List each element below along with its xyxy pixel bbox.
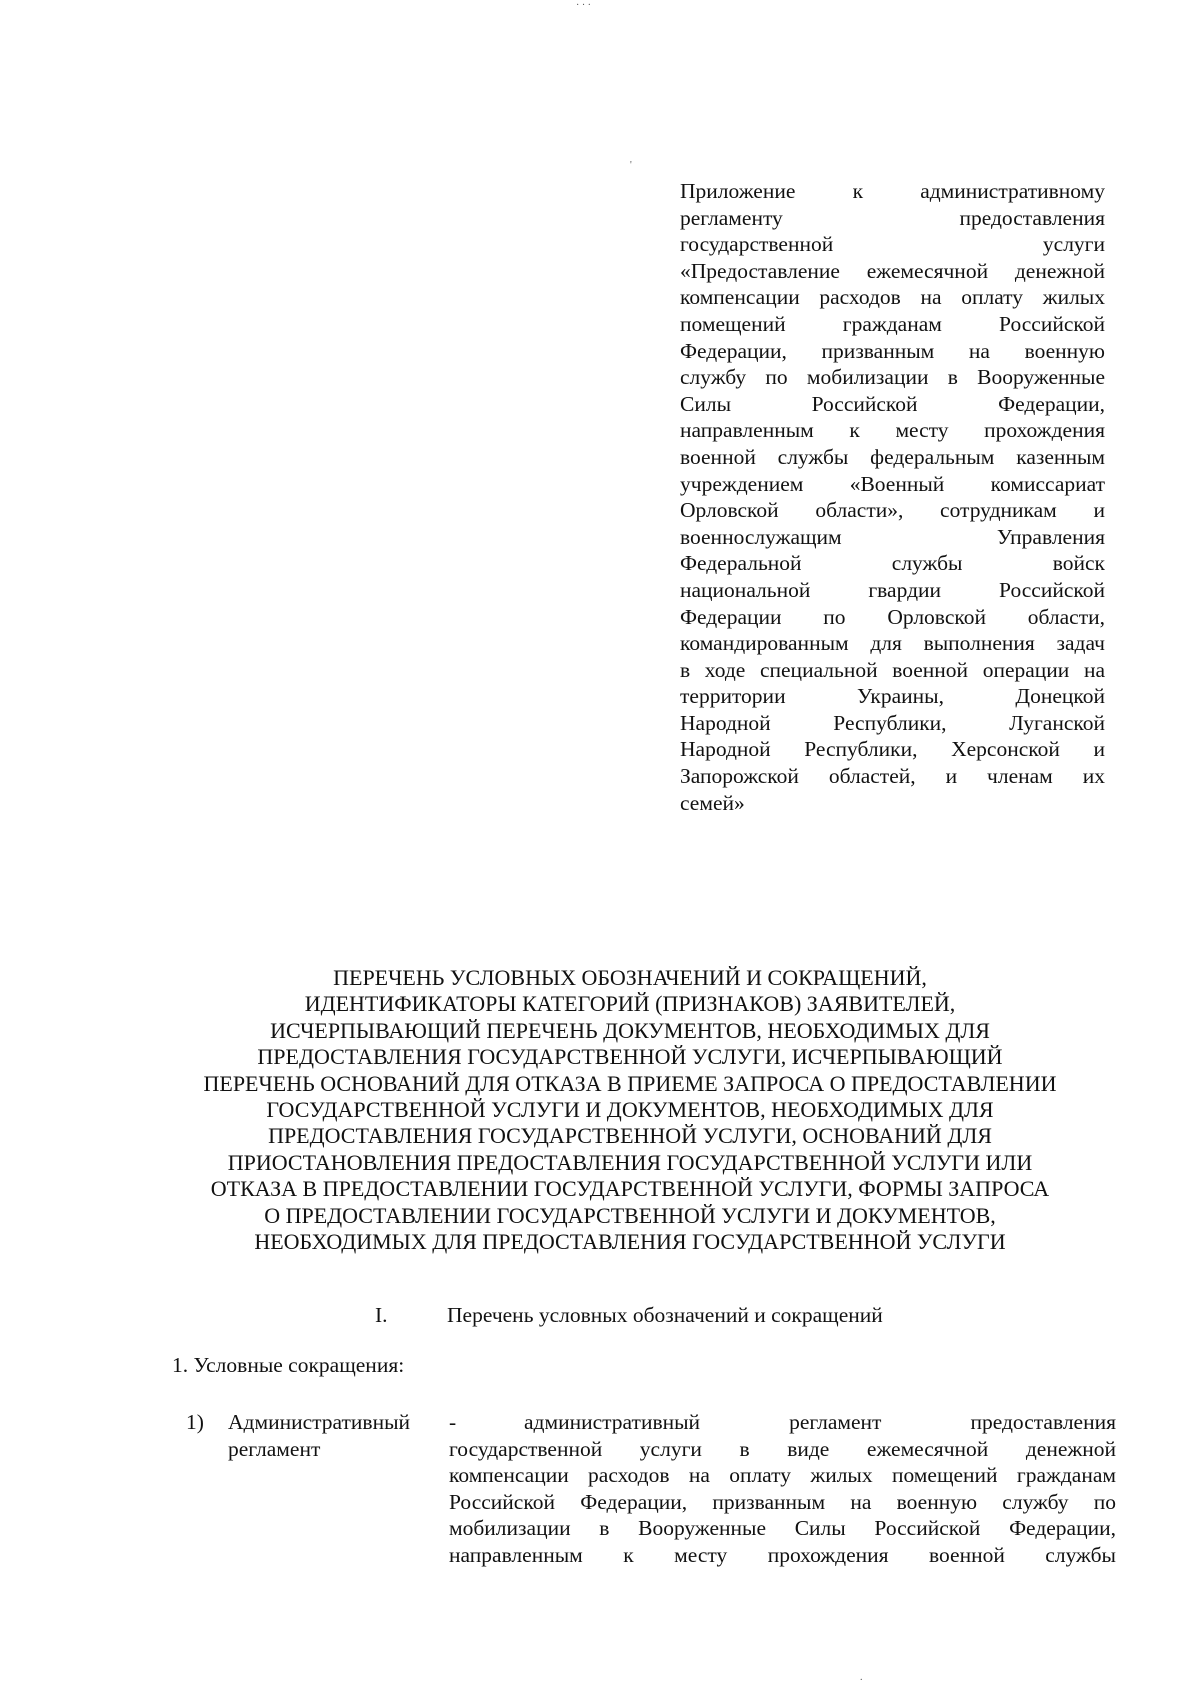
definition-line: направленным к месту прохождения военной службы [449,1542,1116,1567]
appendix-line: Запорожской областей, и членам их [680,764,1105,789]
appendix-line: компенсации расходов на оплату жилых [680,285,1105,310]
definition-text [449,1409,1116,1569]
appendix-line: Федерации по Орловской области, [680,604,1105,629]
appendix-line: помещений гражданам Российской [680,311,1105,336]
title-line: НЕОБХОДИМЫХ ДЛЯ ПРЕДОСТАВЛЕНИЯ ГОСУДАРСТВЕННОЙ УСЛУГИ [254,1229,1006,1255]
appendix-line: Силы Российской Федерации, [680,391,1105,416]
title-line: ИСЧЕРПЫВАЮЩИЙ ПЕРЕЧЕНЬ ДОКУМЕНТОВ, НЕОБХОДИМЫХ ДЛЯ [270,1017,990,1043]
definition-line: Российской Федерации, призванным на военную службу по [449,1489,1116,1514]
appendix-line: направленным к месту прохождения [680,418,1105,443]
section-title: Перечень условных обозначений и сокращений [447,1303,883,1327]
definition-line: государственной услуги в виде ежемесячной денежной [449,1436,1116,1461]
title-line: ГОСУДАРСТВЕННОЙ УСЛУГИ И ДОКУМЕНТОВ, НЕОБХОДИМЫХ ДЛЯ [266,1097,994,1123]
term-line: Административный [228,1410,411,1434]
appendix-block [680,178,1105,816]
definition-term [228,1409,433,1462]
appendix-line: «Предоставление ежемесячной денежной [680,258,1105,283]
term-line: регламент [228,1436,321,1461]
appendix-line: национальной гвардии Российской [680,577,1105,602]
appendix-line: Орловской области», сотрудникам и [680,498,1105,523]
document-title [150,965,1110,1255]
definition-number: 1) [186,1410,204,1434]
definition-line: административный регламент предоставления [524,1410,1116,1434]
title-line: ПЕРЕЧЕНЬ ОСНОВАНИЙ ДЛЯ ОТКАЗА В ПРИЕМЕ ЗАПРОСА О ПРЕДОСТАВЛЕНИИ [203,1070,1057,1096]
scan-speck: · · · [576,0,591,11]
appendix-line: командированным для выполнения задач [680,631,1105,656]
appendix-line: Федеральной службы войск [680,551,1105,576]
appendix-line: Федерации, призванным на военную [680,338,1105,363]
appendix-line: Народной Республики, Херсонской и [680,737,1105,762]
section-number: I. [375,1303,388,1327]
appendix-line: регламенту предоставления [680,205,1105,230]
title-line: ПЕРЕЧЕНЬ УСЛОВНЫХ ОБОЗНАЧЕНИЙ И СОКРАЩЕНИЙ, [333,965,927,990]
definition-line: компенсации расходов на оплату жилых помещений гражданам [449,1463,1116,1488]
definition-dash: - [449,1410,457,1434]
appendix-line: военной службы федеральным казенным [680,444,1105,469]
title-line: ОТКАЗА В ПРЕДОСТАВЛЕНИИ ГОСУДАРСТВЕННОЙ УСЛУГИ, ФОРМЫ ЗАПРОСА [210,1176,1050,1202]
definition-line: мобилизации в Вооруженные Силы Российской Федерации, [449,1516,1116,1541]
appendix-line: Народной Республики, Луганской [680,710,1105,735]
title-line: ПРЕДОСТАВЛЕНИЯ ГОСУДАРСТВЕННОЙ УСЛУГИ, ИСЧЕРПЫВАЮЩИЙ [257,1044,1003,1070]
appendix-line: службу по мобилизации в Вооруженные [680,365,1105,390]
title-line: О ПРЕДОСТАВЛЕНИИ ГОСУДАРСТВЕННОЙ УСЛУГИ И ДОКУМЕНТОВ, [264,1202,996,1228]
appendix-line: семей» [680,790,745,815]
title-line: ПРЕДОСТАВЛЕНИЯ ГОСУДАРСТВЕННОЙ УСЛУГИ, ОСНОВАНИЙ ДЛЯ [268,1123,992,1149]
appendix-line: территории Украины, Донецкой [680,684,1105,709]
appendix-line: военнослужащим Управления [680,524,1105,549]
title-line: ИДЕНТИФИКАТОРЫ КАТЕГОРИЙ (ПРИЗНАКОВ) ЗАЯВИТЕЛЕЙ, [304,991,956,1017]
title-line: ПРИОСТАНОВЛЕНИЯ ПРЕДОСТАВЛЕНИЯ ГОСУДАРСТВЕННОЙ УСЛУГИ ИЛИ [227,1149,1033,1175]
appendix-line: в ходе специальной военной операции на [680,657,1105,682]
scan-speck: . [860,1672,863,1683]
appendix-line: учреждением «Военный комиссариат [680,471,1105,496]
scan-speck: ' [630,160,632,171]
appendix-line: Приложение к административному [680,179,1105,203]
appendix-line: государственной услуги [680,232,1105,257]
subheading: 1. Условные сокращения: [172,1353,405,1377]
